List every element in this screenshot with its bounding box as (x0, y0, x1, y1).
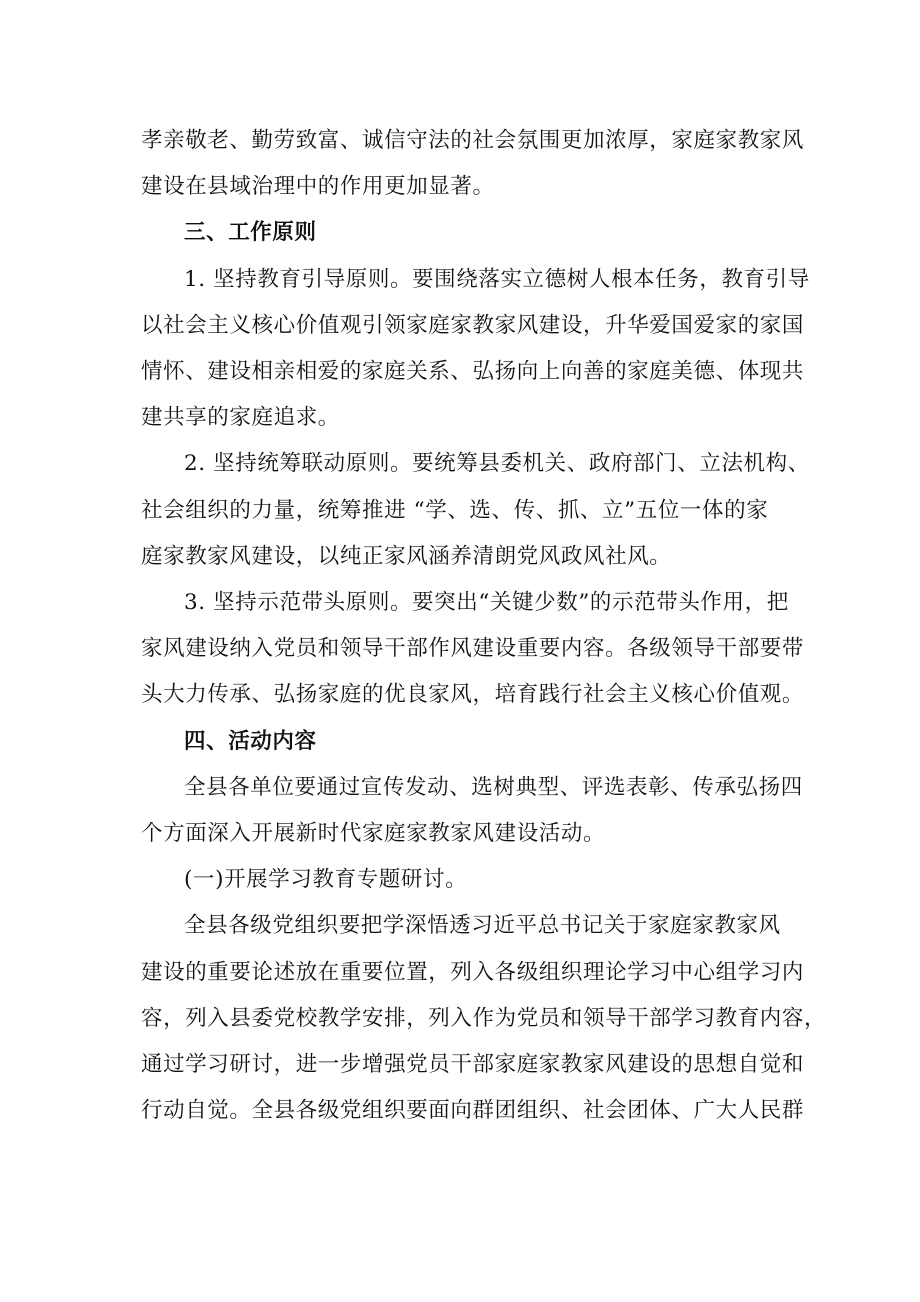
subsection-text: (一)开展学习教育专题研讨。 (184, 867, 468, 893)
text-line: 1. 坚持教育引导原则。要围绕落实立德树人根本任务，教育引导 (184, 266, 810, 292)
text-line: 以社会主义核心价值观引领家庭家教家风建设，升华爱国爱家的家国 (141, 312, 805, 338)
text-line: 容，列入县委党校教学安排，列入作为党员和领导干部学习教育内容， (141, 1005, 827, 1031)
paragraph-study-seminar (141, 903, 827, 1134)
paragraph-activity-overview (141, 765, 803, 857)
paragraph-social-atmosphere (141, 118, 805, 210)
text-line: 孝亲敬老、勤劳致富、诚信守法的社会氛围更加浓厚，家庭家教家风 (141, 128, 805, 153)
text-line: 建设的重要论述放在重要位置，列入各级组织理论学习中心组学习内 (141, 959, 805, 985)
text-line: 全县各级党组织要把学深悟透习近平总书记关于家庭家教家风 (184, 913, 781, 939)
text-line: 建共享的家庭追求。 (141, 405, 340, 431)
paragraph-principle-3 (141, 580, 805, 719)
paragraph-principle-2 (141, 441, 810, 580)
document-body (141, 118, 827, 1134)
text-line: 全县各单位要通过宣传发动、选树典型、评选表彰、传承弘扬四 (184, 774, 803, 800)
text-line: 行动自觉。全县各级党组织要面向群团组织、社会团体、广大人民群 (141, 1098, 805, 1124)
text-line: 社会组织的力量，统筹推进 “学、选、传、抓、立”五位一体的家 (141, 497, 769, 523)
text-line: 家风建设纳入党员和领导干部作风建设重要内容。各级领导干部要带 (141, 636, 805, 662)
text-line: 庭家教家风建设，以纯正家风涵养清朗党风政风社风。 (141, 543, 672, 569)
text-line: 建设在县域治理中的作用更加显著。 (141, 174, 495, 200)
section-heading-activity-content (141, 719, 781, 765)
text-line: 个方面深入开展新时代家庭家教家风建设活动。 (141, 821, 606, 847)
text-line: 情怀、建设相亲相爱的家庭关系、弘扬向上向善的家庭美德、体现共 (141, 359, 805, 385)
section-heading-work-principles (141, 210, 781, 256)
paragraph-principle-1 (141, 257, 810, 442)
heading-text: 三、工作原则 (184, 220, 317, 246)
text-line: 通过学习研讨，进一步增强党员干部家庭家教家风建设的思想自觉和 (141, 1052, 805, 1078)
text-line: 2. 坚持统筹联动原则。要统筹县委机关、政府部门、立法机构、 (184, 451, 810, 477)
heading-text: 四、活动内容 (184, 728, 317, 754)
text-line: 3. 坚持示范带头原则。要突出“关键少数”的示范带头作用，把 (184, 590, 789, 616)
text-line: 头大力传承、弘扬家庭的优良家风，培育践行社会主义核心价值观。 (141, 682, 805, 708)
subsection-title-study-seminar (141, 857, 781, 903)
